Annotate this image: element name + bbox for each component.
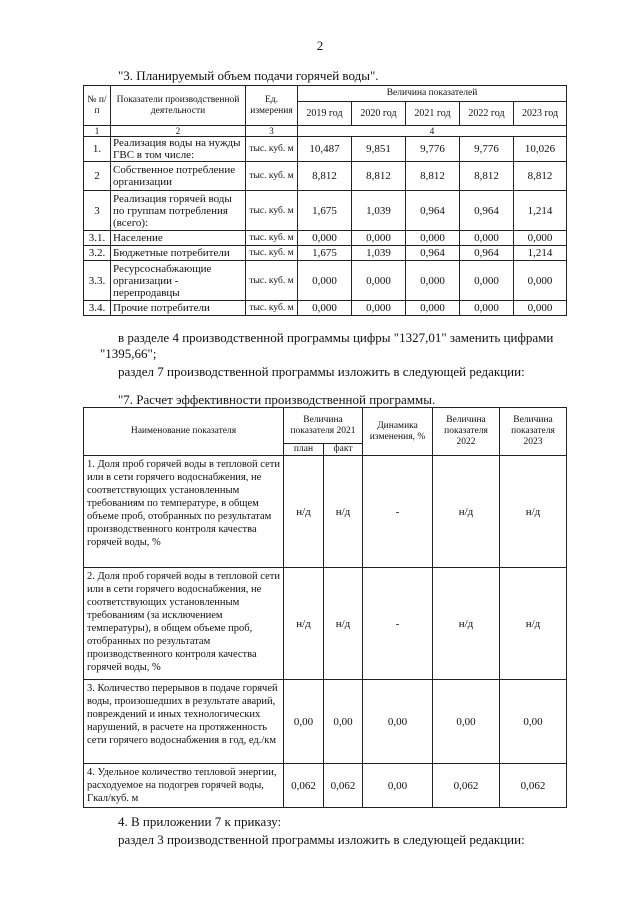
page-number: 2 [316, 38, 324, 53]
row-unit: тыс. куб. м [246, 261, 298, 301]
index-cell: 3 [246, 126, 298, 137]
row-unit: тыс. куб. м [246, 246, 298, 261]
row-value: 0,000 [514, 301, 567, 316]
paragraph-section4-change: в разделе 4 производственной программы цифры "1327,01" заменить цифрами "1395,66"; [100, 330, 554, 361]
row-value: 0,000 [460, 301, 514, 316]
row-number: 3 [84, 191, 111, 231]
row-unit: тыс. куб. м [246, 162, 298, 191]
paragraph-section7-intro: раздел 7 производственной программы изложить в следующей редакции: [118, 364, 525, 379]
row-name: 1. Доля проб горячей воды в тепловой сети или в сети горячего водоснабжения, не соответствующих установленным требованиям по температуре, в общем объеме проб, отобранных по результатам производственного контроля качества горячей воды, % [84, 456, 284, 568]
year-header: 2022 год [460, 102, 514, 126]
col-indicators-header: Показатели производственной деятельности [111, 86, 246, 126]
section-3-title: "3. Планируемый объем подачи горячей воды". [118, 68, 379, 83]
row-value: 0,000 [298, 261, 352, 301]
row-value: 0,964 [406, 246, 460, 261]
year-header: 2019 год [298, 102, 352, 126]
row-name: 2. Доля проб горячей воды в тепловой сети или в сети горячего водоснабжения, не соответствующих установленным требованиям (за исключением температуры), в общем объеме проб, отобранных по результатам производственного контроля качества горячей воды, % [84, 568, 284, 680]
row-unit: тыс. куб. м [246, 191, 298, 231]
hot-water-volume-table [83, 85, 567, 316]
row-value: 0,964 [460, 246, 514, 261]
section-7-title: "7. Расчет эффективности производственной программы. [118, 392, 436, 407]
row-value-2023: н/д [500, 568, 567, 680]
row-name: 4. Удельное количество тепловой энергии, расходуемое на подогрев горячей воды, Гкал/куб. м [84, 764, 284, 808]
row-unit: тыс. куб. м [246, 231, 298, 246]
row-dynamics: - [363, 568, 433, 680]
row-number: 3.1. [84, 231, 111, 246]
row-name: Реализация горячей воды по группам потребления (всего): [111, 191, 246, 231]
row-dynamics: 0,00 [363, 680, 433, 764]
paragraph-section3-intro: раздел 3 производственной программы изложить в следующей редакции: [118, 832, 525, 847]
row-value: 8,812 [514, 162, 567, 191]
row-value-2022: 0,062 [433, 764, 500, 808]
row-value: 8,812 [352, 162, 406, 191]
row-plan: н/д [284, 456, 324, 568]
row-value-2023: 0,00 [500, 680, 567, 764]
row-value: 0,000 [406, 261, 460, 301]
row-value: 9,776 [460, 137, 514, 162]
table-row [84, 246, 567, 261]
row-value: 9,776 [406, 137, 460, 162]
year-header: 2023 год [514, 102, 567, 126]
row-value-2022: н/д [433, 568, 500, 680]
row-value: 8,812 [406, 162, 460, 191]
col-num-header: № п/п [84, 86, 111, 126]
col-value-2022-header: Величина показателя 2022 [433, 408, 500, 456]
row-number: 2 [84, 162, 111, 191]
table-row [84, 137, 567, 162]
row-value-2022: н/д [433, 456, 500, 568]
row-value: 8,812 [298, 162, 352, 191]
col-name-header: Наименование показателя [84, 408, 284, 456]
row-unit: тыс. куб. м [246, 301, 298, 316]
row-name: Реализация воды на нужды ГВС в том числе: [111, 137, 246, 162]
col-plan-header: план [284, 444, 324, 456]
row-fact: н/д [324, 456, 363, 568]
row-value: 0,000 [298, 231, 352, 246]
row-number: 3.3. [84, 261, 111, 301]
row-value: 1,675 [298, 191, 352, 231]
row-value: 1,214 [514, 191, 567, 231]
row-plan: 0,00 [284, 680, 324, 764]
row-value-2023: н/д [500, 456, 567, 568]
row-number: 3.4. [84, 301, 111, 316]
row-value: 9,851 [352, 137, 406, 162]
efficiency-table [83, 407, 567, 808]
row-name: Население [111, 231, 246, 246]
row-value: 10,026 [514, 137, 567, 162]
row-number: 1. [84, 137, 111, 162]
row-value: 0,000 [460, 261, 514, 301]
table-row [84, 231, 567, 246]
row-value: 0,000 [352, 301, 406, 316]
row-value: 1,039 [352, 191, 406, 231]
row-value: 0,964 [406, 191, 460, 231]
index-cell: 2 [111, 126, 246, 137]
row-value: 0,000 [514, 231, 567, 246]
row-value: 0,000 [352, 231, 406, 246]
row-value: 10,487 [298, 137, 352, 162]
row-fact: н/д [324, 568, 363, 680]
row-name: Собственное потребление организации [111, 162, 246, 191]
row-unit: тыс. куб. м [246, 137, 298, 162]
col-fact-header: факт [324, 444, 363, 456]
row-name: Ресурсоснабжающие организации - перепродавцы [111, 261, 246, 301]
table-row [84, 764, 567, 808]
row-value: 8,812 [460, 162, 514, 191]
col-value-2023-header: Величина показателя 2023 [500, 408, 567, 456]
row-value: 0,000 [514, 261, 567, 301]
col-unit-header: Ед. измерения [246, 86, 298, 126]
row-value: 0,964 [460, 191, 514, 231]
row-value: 1,039 [352, 246, 406, 261]
col-values-header: Величина показателей [298, 86, 567, 102]
col-value-2021-header: Величина показателя 2021 [284, 408, 363, 444]
year-header: 2021 год [406, 102, 460, 126]
row-number: 3.2. [84, 246, 111, 261]
row-value: 0,000 [352, 261, 406, 301]
row-value: 1,214 [514, 246, 567, 261]
index-cell: 4 [298, 126, 567, 137]
row-value-2022: 0,00 [433, 680, 500, 764]
row-value: 0,000 [406, 301, 460, 316]
table-row [84, 191, 567, 231]
table-row [84, 301, 567, 316]
table-row [84, 261, 567, 301]
index-cell: 1 [84, 126, 111, 137]
year-header: 2020 год [352, 102, 406, 126]
row-plan: н/д [284, 568, 324, 680]
row-fact: 0,062 [324, 764, 363, 808]
col-dynamics-header: Динамика изменения, % [363, 408, 433, 456]
row-dynamics: 0,00 [363, 764, 433, 808]
table-row [84, 680, 567, 764]
table-row [84, 568, 567, 680]
row-name: Бюджетные потребители [111, 246, 246, 261]
row-fact: 0,00 [324, 680, 363, 764]
row-value-2023: 0,062 [500, 764, 567, 808]
row-dynamics: - [363, 456, 433, 568]
row-value: 0,000 [460, 231, 514, 246]
table-row [84, 456, 567, 568]
row-value: 1,675 [298, 246, 352, 261]
row-value: 0,000 [406, 231, 460, 246]
paragraph-appendix7: 4. В приложении 7 к приказу: [118, 814, 282, 829]
table-row [84, 162, 567, 191]
row-value: 0,000 [298, 301, 352, 316]
row-name: 3. Количество перерывов в подаче горячей воды, произошедших в результате аварий, повреждений и иных технологических нарушений, в расчете на протяженность сети горячего водоснабжения в год, ед./км [84, 680, 284, 764]
row-plan: 0,062 [284, 764, 324, 808]
row-name: Прочие потребители [111, 301, 246, 316]
